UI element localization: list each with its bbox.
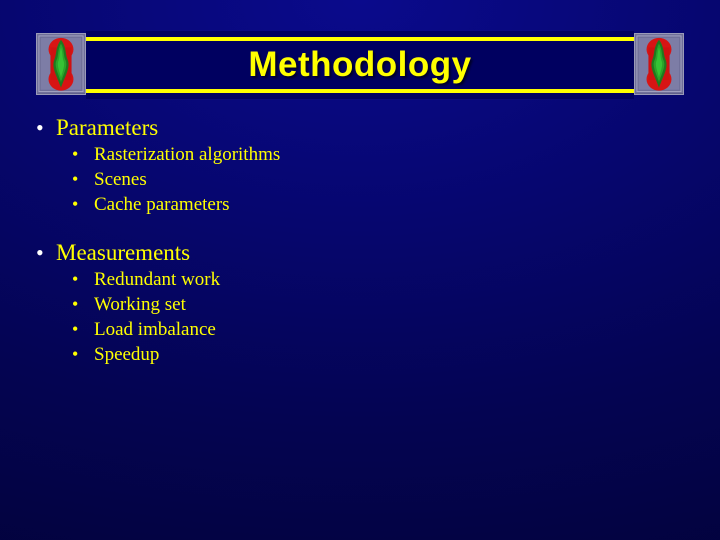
list-item-label: Cache parameters bbox=[94, 194, 230, 215]
bullet-icon: • bbox=[72, 269, 79, 289]
list-item bbox=[72, 342, 690, 367]
bullet-icon: • bbox=[36, 115, 44, 140]
list-item-label: Scenes bbox=[94, 169, 147, 190]
list-item bbox=[72, 267, 690, 292]
bullet-icon: • bbox=[72, 319, 79, 339]
bullet-icon: • bbox=[72, 294, 79, 314]
list-item bbox=[72, 192, 690, 217]
section-heading-label: Measurements bbox=[56, 240, 191, 265]
bullet-icon: • bbox=[72, 169, 79, 189]
list-item bbox=[72, 142, 690, 167]
list-item bbox=[72, 317, 690, 342]
list-item-label: Speedup bbox=[94, 344, 160, 365]
slide-title-band bbox=[31, 31, 689, 99]
bullet-icon: • bbox=[72, 144, 79, 164]
list-item bbox=[72, 167, 690, 192]
list-item-label: Load imbalance bbox=[94, 319, 216, 340]
bullet-icon: • bbox=[72, 344, 79, 364]
section-heading-label: Parameters bbox=[56, 115, 159, 140]
section-spacer bbox=[30, 217, 690, 237]
list-item bbox=[72, 292, 690, 317]
section-heading bbox=[30, 239, 690, 267]
page-title: Methodology bbox=[248, 45, 472, 84]
bullet-icon: • bbox=[72, 194, 79, 214]
section-heading bbox=[30, 114, 690, 142]
list-item-label: Rasterization algorithms bbox=[94, 144, 281, 165]
title-rule-bottom bbox=[86, 89, 634, 93]
list-item-label: Working set bbox=[94, 294, 186, 315]
slide-body bbox=[30, 112, 690, 367]
bullet-icon: • bbox=[36, 240, 44, 265]
list-item-label: Redundant work bbox=[94, 269, 221, 290]
